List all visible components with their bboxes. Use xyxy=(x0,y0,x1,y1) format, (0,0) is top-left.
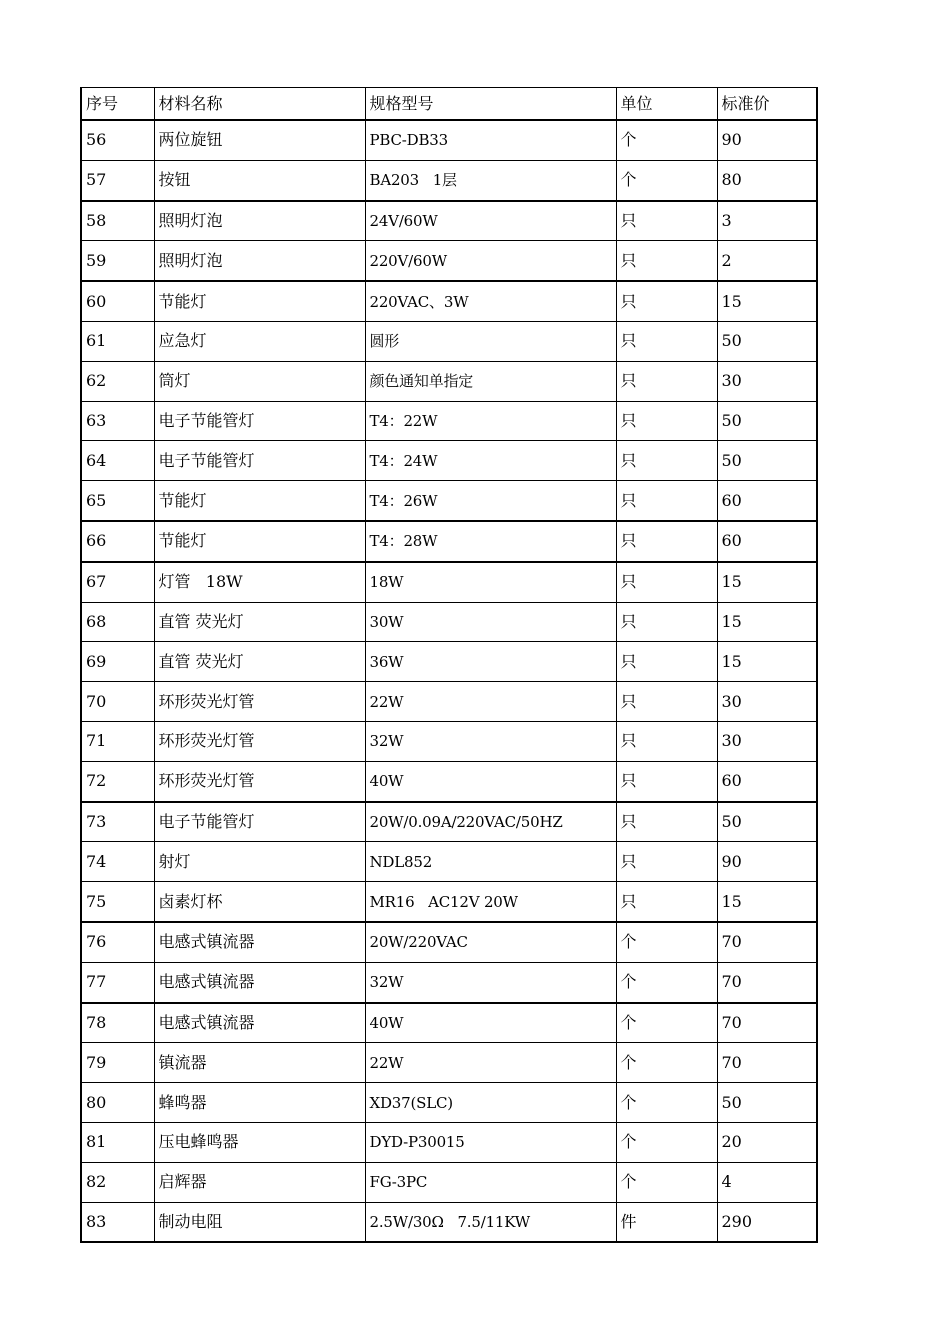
cell-spec-model: XD37(SLC) xyxy=(365,1083,616,1123)
table-row xyxy=(81,321,817,361)
table-row xyxy=(81,201,817,241)
cell-material-name: 两位旋钮 xyxy=(154,120,365,160)
table-row xyxy=(81,721,817,761)
header-standard-price: 标准价 xyxy=(717,88,817,121)
cell-unit: 个 xyxy=(616,1083,717,1123)
cell-standard-price: 90 xyxy=(717,120,817,160)
cell-material-name: 节能灯 xyxy=(154,521,365,562)
cell-material-name: 直管 荧光灯 xyxy=(154,642,365,682)
table-row xyxy=(81,562,817,602)
cell-material-name: 应急灯 xyxy=(154,321,365,361)
cell-material-name: 电子节能管灯 xyxy=(154,802,365,842)
table-row xyxy=(81,1083,817,1123)
cell-spec-model: NDL852 xyxy=(365,842,616,882)
cell-serial-no: 65 xyxy=(81,481,154,521)
cell-spec-model: 2.5W/30Ω 7.5/11KW xyxy=(365,1202,616,1242)
cell-material-name: 筒灯 xyxy=(154,361,365,401)
cell-unit: 个 xyxy=(616,160,717,200)
cell-standard-price: 70 xyxy=(717,922,817,962)
cell-serial-no: 77 xyxy=(81,962,154,1002)
cell-unit: 个 xyxy=(616,1003,717,1043)
cell-unit: 个 xyxy=(616,120,717,160)
cell-spec-model: MR16 AC12V 20W xyxy=(365,882,616,922)
cell-standard-price: 50 xyxy=(717,401,817,441)
cell-serial-no: 61 xyxy=(81,321,154,361)
cell-standard-price: 290 xyxy=(717,1202,817,1242)
cell-spec-model: 24V/60W xyxy=(365,201,616,241)
cell-material-name: 制动电阻 xyxy=(154,1202,365,1242)
cell-spec-model: 220V/60W xyxy=(365,241,616,281)
cell-serial-no: 57 xyxy=(81,160,154,200)
cell-serial-no: 73 xyxy=(81,802,154,842)
cell-material-name: 节能灯 xyxy=(154,281,365,321)
cell-standard-price: 20 xyxy=(717,1122,817,1162)
cell-standard-price: 15 xyxy=(717,882,817,922)
cell-unit: 个 xyxy=(616,1122,717,1162)
cell-material-name: 电子节能管灯 xyxy=(154,441,365,481)
cell-serial-no: 70 xyxy=(81,682,154,722)
cell-standard-price: 60 xyxy=(717,521,817,562)
cell-serial-no: 76 xyxy=(81,922,154,962)
header-unit: 单位 xyxy=(616,88,717,121)
header-spec-model: 规格型号 xyxy=(365,88,616,121)
cell-unit: 只 xyxy=(616,401,717,441)
cell-unit: 只 xyxy=(616,802,717,842)
cell-unit: 只 xyxy=(616,441,717,481)
cell-material-name: 照明灯泡 xyxy=(154,241,365,281)
cell-standard-price: 2 xyxy=(717,241,817,281)
cell-spec-model: 22W xyxy=(365,682,616,722)
cell-standard-price: 90 xyxy=(717,842,817,882)
cell-standard-price: 70 xyxy=(717,962,817,1002)
cell-spec-model: BA203 1层 xyxy=(365,160,616,200)
table-row xyxy=(81,481,817,521)
cell-unit: 只 xyxy=(616,562,717,602)
cell-standard-price: 70 xyxy=(717,1043,817,1083)
cell-serial-no: 80 xyxy=(81,1083,154,1123)
cell-unit: 只 xyxy=(616,521,717,562)
cell-spec-model: 40W xyxy=(365,1003,616,1043)
cell-unit: 只 xyxy=(616,321,717,361)
cell-spec-model: 22W xyxy=(365,1043,616,1083)
cell-unit: 只 xyxy=(616,642,717,682)
table-row xyxy=(81,521,817,562)
cell-standard-price: 30 xyxy=(717,721,817,761)
table-row xyxy=(81,241,817,281)
table-row xyxy=(81,1043,817,1083)
cell-serial-no: 72 xyxy=(81,761,154,801)
cell-standard-price: 15 xyxy=(717,281,817,321)
cell-material-name: 镇流器 xyxy=(154,1043,365,1083)
cell-serial-no: 62 xyxy=(81,361,154,401)
cell-serial-no: 59 xyxy=(81,241,154,281)
cell-spec-model: T4：26W xyxy=(365,481,616,521)
materials-price-table xyxy=(80,87,818,1243)
cell-spec-model: T4：28W xyxy=(365,521,616,562)
cell-material-name: 电感式镇流器 xyxy=(154,1003,365,1043)
cell-unit: 只 xyxy=(616,842,717,882)
table-row xyxy=(81,1162,817,1202)
cell-serial-no: 75 xyxy=(81,882,154,922)
cell-standard-price: 50 xyxy=(717,321,817,361)
cell-spec-model: PBC-DB33 xyxy=(365,120,616,160)
cell-serial-no: 68 xyxy=(81,602,154,642)
cell-standard-price: 3 xyxy=(717,201,817,241)
cell-serial-no: 78 xyxy=(81,1003,154,1043)
cell-serial-no: 56 xyxy=(81,120,154,160)
table-row xyxy=(81,361,817,401)
cell-material-name: 按钮 xyxy=(154,160,365,200)
cell-spec-model: 40W xyxy=(365,761,616,801)
cell-standard-price: 4 xyxy=(717,1162,817,1202)
cell-unit: 只 xyxy=(616,602,717,642)
table-row xyxy=(81,761,817,801)
cell-material-name: 灯管 18W xyxy=(154,562,365,602)
table-row xyxy=(81,602,817,642)
cell-standard-price: 50 xyxy=(717,441,817,481)
cell-spec-model: 18W xyxy=(365,562,616,602)
table-row xyxy=(81,441,817,481)
cell-unit: 只 xyxy=(616,241,717,281)
cell-material-name: 节能灯 xyxy=(154,481,365,521)
table-header-row xyxy=(81,88,817,121)
table-row xyxy=(81,842,817,882)
table-row xyxy=(81,882,817,922)
price-sheet xyxy=(80,87,818,1243)
cell-unit: 个 xyxy=(616,922,717,962)
table-row xyxy=(81,682,817,722)
cell-material-name: 环形荧光灯管 xyxy=(154,761,365,801)
cell-serial-no: 64 xyxy=(81,441,154,481)
cell-unit: 个 xyxy=(616,1043,717,1083)
cell-serial-no: 67 xyxy=(81,562,154,602)
table-row xyxy=(81,962,817,1002)
cell-serial-no: 81 xyxy=(81,1122,154,1162)
cell-spec-model: 30W xyxy=(365,602,616,642)
cell-standard-price: 60 xyxy=(717,481,817,521)
cell-unit: 只 xyxy=(616,481,717,521)
cell-serial-no: 60 xyxy=(81,281,154,321)
cell-spec-model: DYD-P30015 xyxy=(365,1122,616,1162)
cell-spec-model: 32W xyxy=(365,962,616,1002)
cell-spec-model: 36W xyxy=(365,642,616,682)
cell-unit: 只 xyxy=(616,721,717,761)
cell-serial-no: 63 xyxy=(81,401,154,441)
table-row xyxy=(81,1003,817,1043)
cell-unit: 只 xyxy=(616,361,717,401)
cell-unit: 只 xyxy=(616,882,717,922)
cell-spec-model: T4：22W xyxy=(365,401,616,441)
cell-unit: 只 xyxy=(616,201,717,241)
table-row xyxy=(81,120,817,160)
cell-standard-price: 50 xyxy=(717,802,817,842)
cell-serial-no: 69 xyxy=(81,642,154,682)
cell-material-name: 电子节能管灯 xyxy=(154,401,365,441)
cell-unit: 个 xyxy=(616,962,717,1002)
cell-material-name: 启辉器 xyxy=(154,1162,365,1202)
cell-material-name: 电感式镇流器 xyxy=(154,922,365,962)
cell-serial-no: 58 xyxy=(81,201,154,241)
table-row xyxy=(81,1202,817,1242)
cell-standard-price: 15 xyxy=(717,602,817,642)
cell-unit: 只 xyxy=(616,761,717,801)
cell-serial-no: 82 xyxy=(81,1162,154,1202)
cell-spec-model: 20W/0.09A/220VAC/50HZ xyxy=(365,802,616,842)
table-row xyxy=(81,642,817,682)
table-row xyxy=(81,802,817,842)
cell-material-name: 压电蜂鸣器 xyxy=(154,1122,365,1162)
cell-standard-price: 70 xyxy=(717,1003,817,1043)
cell-serial-no: 83 xyxy=(81,1202,154,1242)
cell-material-name: 蜂鸣器 xyxy=(154,1083,365,1123)
cell-serial-no: 79 xyxy=(81,1043,154,1083)
cell-serial-no: 66 xyxy=(81,521,154,562)
table-row xyxy=(81,160,817,200)
cell-spec-model: 颜色通知单指定 xyxy=(365,361,616,401)
cell-unit: 个 xyxy=(616,1162,717,1202)
cell-unit: 件 xyxy=(616,1202,717,1242)
cell-standard-price: 15 xyxy=(717,562,817,602)
cell-standard-price: 80 xyxy=(717,160,817,200)
table-row xyxy=(81,1122,817,1162)
cell-spec-model: T4：24W xyxy=(365,441,616,481)
cell-spec-model: FG-3PC xyxy=(365,1162,616,1202)
header-material-name: 材料名称 xyxy=(154,88,365,121)
cell-spec-model: 20W/220VAC xyxy=(365,922,616,962)
cell-standard-price: 30 xyxy=(717,682,817,722)
cell-material-name: 卤素灯杯 xyxy=(154,882,365,922)
cell-material-name: 电感式镇流器 xyxy=(154,962,365,1002)
table-body xyxy=(81,88,817,1243)
cell-spec-model: 圆形 xyxy=(365,321,616,361)
cell-standard-price: 60 xyxy=(717,761,817,801)
table-row xyxy=(81,401,817,441)
cell-standard-price: 15 xyxy=(717,642,817,682)
cell-material-name: 环形荧光灯管 xyxy=(154,682,365,722)
cell-standard-price: 50 xyxy=(717,1083,817,1123)
cell-standard-price: 30 xyxy=(717,361,817,401)
cell-serial-no: 74 xyxy=(81,842,154,882)
cell-unit: 只 xyxy=(616,281,717,321)
cell-serial-no: 71 xyxy=(81,721,154,761)
cell-material-name: 环形荧光灯管 xyxy=(154,721,365,761)
cell-spec-model: 32W xyxy=(365,721,616,761)
table-row xyxy=(81,281,817,321)
cell-material-name: 射灯 xyxy=(154,842,365,882)
cell-material-name: 直管 荧光灯 xyxy=(154,602,365,642)
cell-unit: 只 xyxy=(616,682,717,722)
table-row xyxy=(81,922,817,962)
cell-material-name: 照明灯泡 xyxy=(154,201,365,241)
header-serial-no: 序号 xyxy=(81,88,154,121)
cell-spec-model: 220VAC、3W xyxy=(365,281,616,321)
